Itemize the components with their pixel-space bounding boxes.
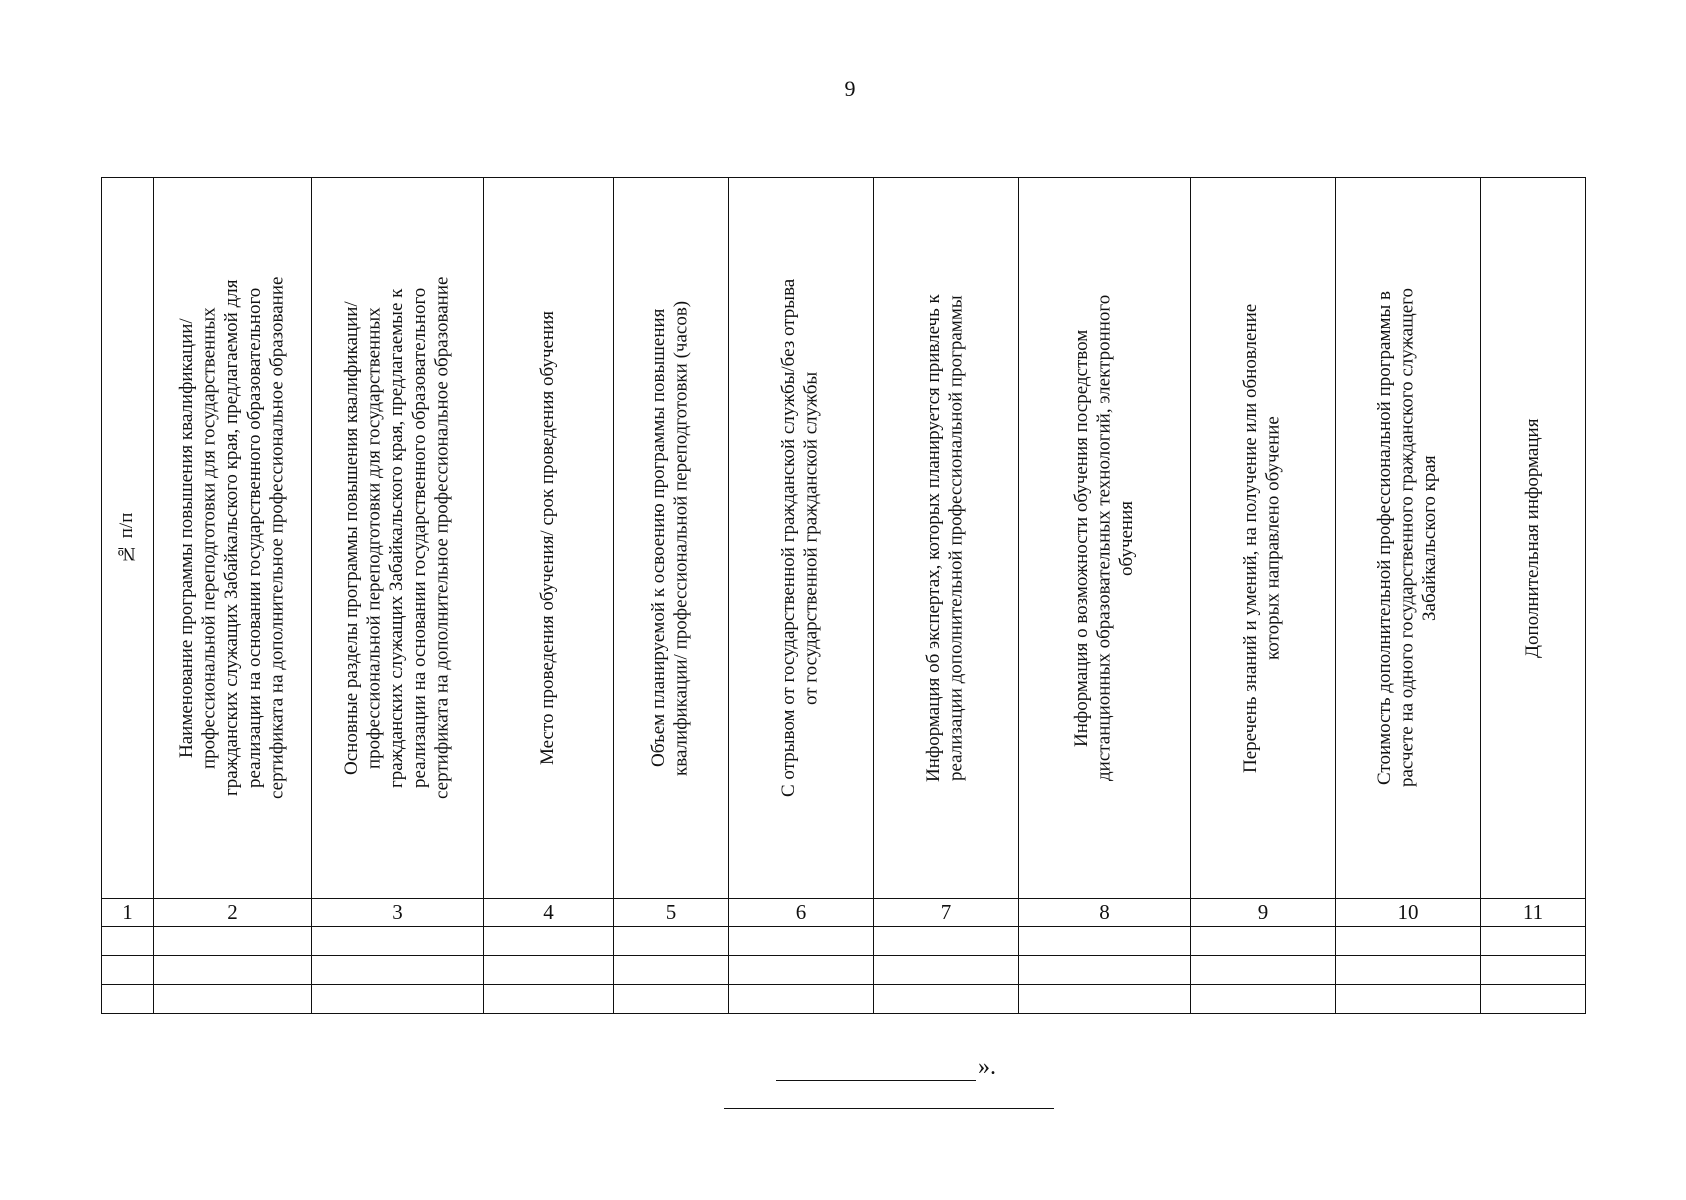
header-cell (729, 178, 874, 899)
header-text-knowledge-skills: Перечень знаний и умений, на получение или обновление которых направлено обучение (1240, 303, 1284, 773)
end-divider-line (724, 1108, 1054, 1109)
header-text-additional-info: Дополнительная информация (1521, 418, 1543, 658)
column-number-cell: 1 (102, 898, 154, 926)
program-info-table (101, 177, 1586, 1014)
page-number: 9 (844, 76, 856, 101)
table-cell (154, 984, 312, 1013)
table-cell (1336, 984, 1481, 1013)
table-cell (102, 984, 154, 1013)
table-cell (484, 926, 614, 955)
header-text-volume-hours: Объем планируемой к освоению программы повышения квалификации/ профессиональной переподготовки (часов) (648, 300, 692, 776)
header-text-program-name: Наименование программы повышения квалификации/ профессиональной переподготовки для государственных гражданских служащих Забайкальского края, предлагаемой для реализации на основании государственного образовательного сертификата на дополнительное профессиональное образование (176, 276, 288, 800)
column-number-row (102, 898, 1586, 926)
table-row (102, 984, 1586, 1013)
header-cell (1019, 178, 1191, 899)
header-text-service-mode: С отрывом от государственной гражданской службы/без отрыва от государственной гражданской службы (778, 278, 822, 798)
column-number-cell: 3 (312, 898, 484, 926)
column-number-cell: 6 (729, 898, 874, 926)
table-cell (614, 984, 729, 1013)
column-number-cell: 11 (1481, 898, 1586, 926)
table-cell (1336, 955, 1481, 984)
header-cell (312, 178, 484, 899)
table-cell (874, 926, 1019, 955)
table-cell (154, 926, 312, 955)
table-cell (484, 955, 614, 984)
table-cell (1336, 926, 1481, 955)
table-cell (312, 955, 484, 984)
header-cell (1336, 178, 1481, 899)
column-number-cell: 5 (614, 898, 729, 926)
table-cell (1481, 926, 1586, 955)
header-text-distance-learning: Информация о возможности обучения посредством дистанционных образовательных технологий, электронного обучения (1070, 294, 1137, 782)
header-cell (154, 178, 312, 899)
header-cell (102, 178, 154, 899)
header-cell (1481, 178, 1586, 899)
closing-quote: ». (978, 1054, 996, 1080)
header-text-cost: Стоимость дополнительной профессиональной программы в расчете на одного государственного гражданского служащего Забайкальского края (1374, 288, 1441, 788)
table-cell (1019, 955, 1191, 984)
header-text-place-term: Место проведения обучения/ срок проведения обучения (537, 310, 559, 765)
table-cell (614, 955, 729, 984)
table-cell (614, 926, 729, 955)
header-text-program-sections: Основные разделы программы повышения квалификации/ профессиональной переподготовки для государственных гражданских служащих Забайкальского края, предлагаемые к реализации на основании государственного образовательного сертификата на дополнительное профессиональное образование (341, 276, 453, 800)
header-cell (614, 178, 729, 899)
table-cell (729, 955, 874, 984)
column-number-cell: 4 (484, 898, 614, 926)
column-number-cell: 7 (874, 898, 1019, 926)
signature-blank-line (776, 1058, 976, 1081)
table-header-row (102, 178, 1586, 899)
header-cell (484, 178, 614, 899)
table-cell (1481, 955, 1586, 984)
closing-mark (776, 1053, 996, 1081)
column-number-cell: 8 (1019, 898, 1191, 926)
header-text-number: № п/п (116, 512, 138, 564)
table-cell (484, 984, 614, 1013)
table-cell (874, 955, 1019, 984)
header-cell (874, 178, 1019, 899)
table-cell (312, 984, 484, 1013)
table-cell (1481, 984, 1586, 1013)
table-row (102, 926, 1586, 955)
table-cell (874, 984, 1019, 1013)
column-number-cell: 2 (154, 898, 312, 926)
table-cell (1191, 984, 1336, 1013)
table-cell (1191, 955, 1336, 984)
table-cell (102, 926, 154, 955)
table-cell (1191, 926, 1336, 955)
table-cell (312, 926, 484, 955)
table-cell (1019, 984, 1191, 1013)
table-cell (1019, 926, 1191, 955)
column-number-cell: 9 (1191, 898, 1336, 926)
column-number-cell: 10 (1336, 898, 1481, 926)
table-cell (154, 955, 312, 984)
table-cell (729, 984, 874, 1013)
table-cell (729, 926, 874, 955)
header-text-experts: Информация об экспертах, которых планируется привлечь к реализации дополнительной профессиональной программы (923, 294, 967, 782)
table-row (102, 955, 1586, 984)
header-cell (1191, 178, 1336, 899)
table-cell (102, 955, 154, 984)
